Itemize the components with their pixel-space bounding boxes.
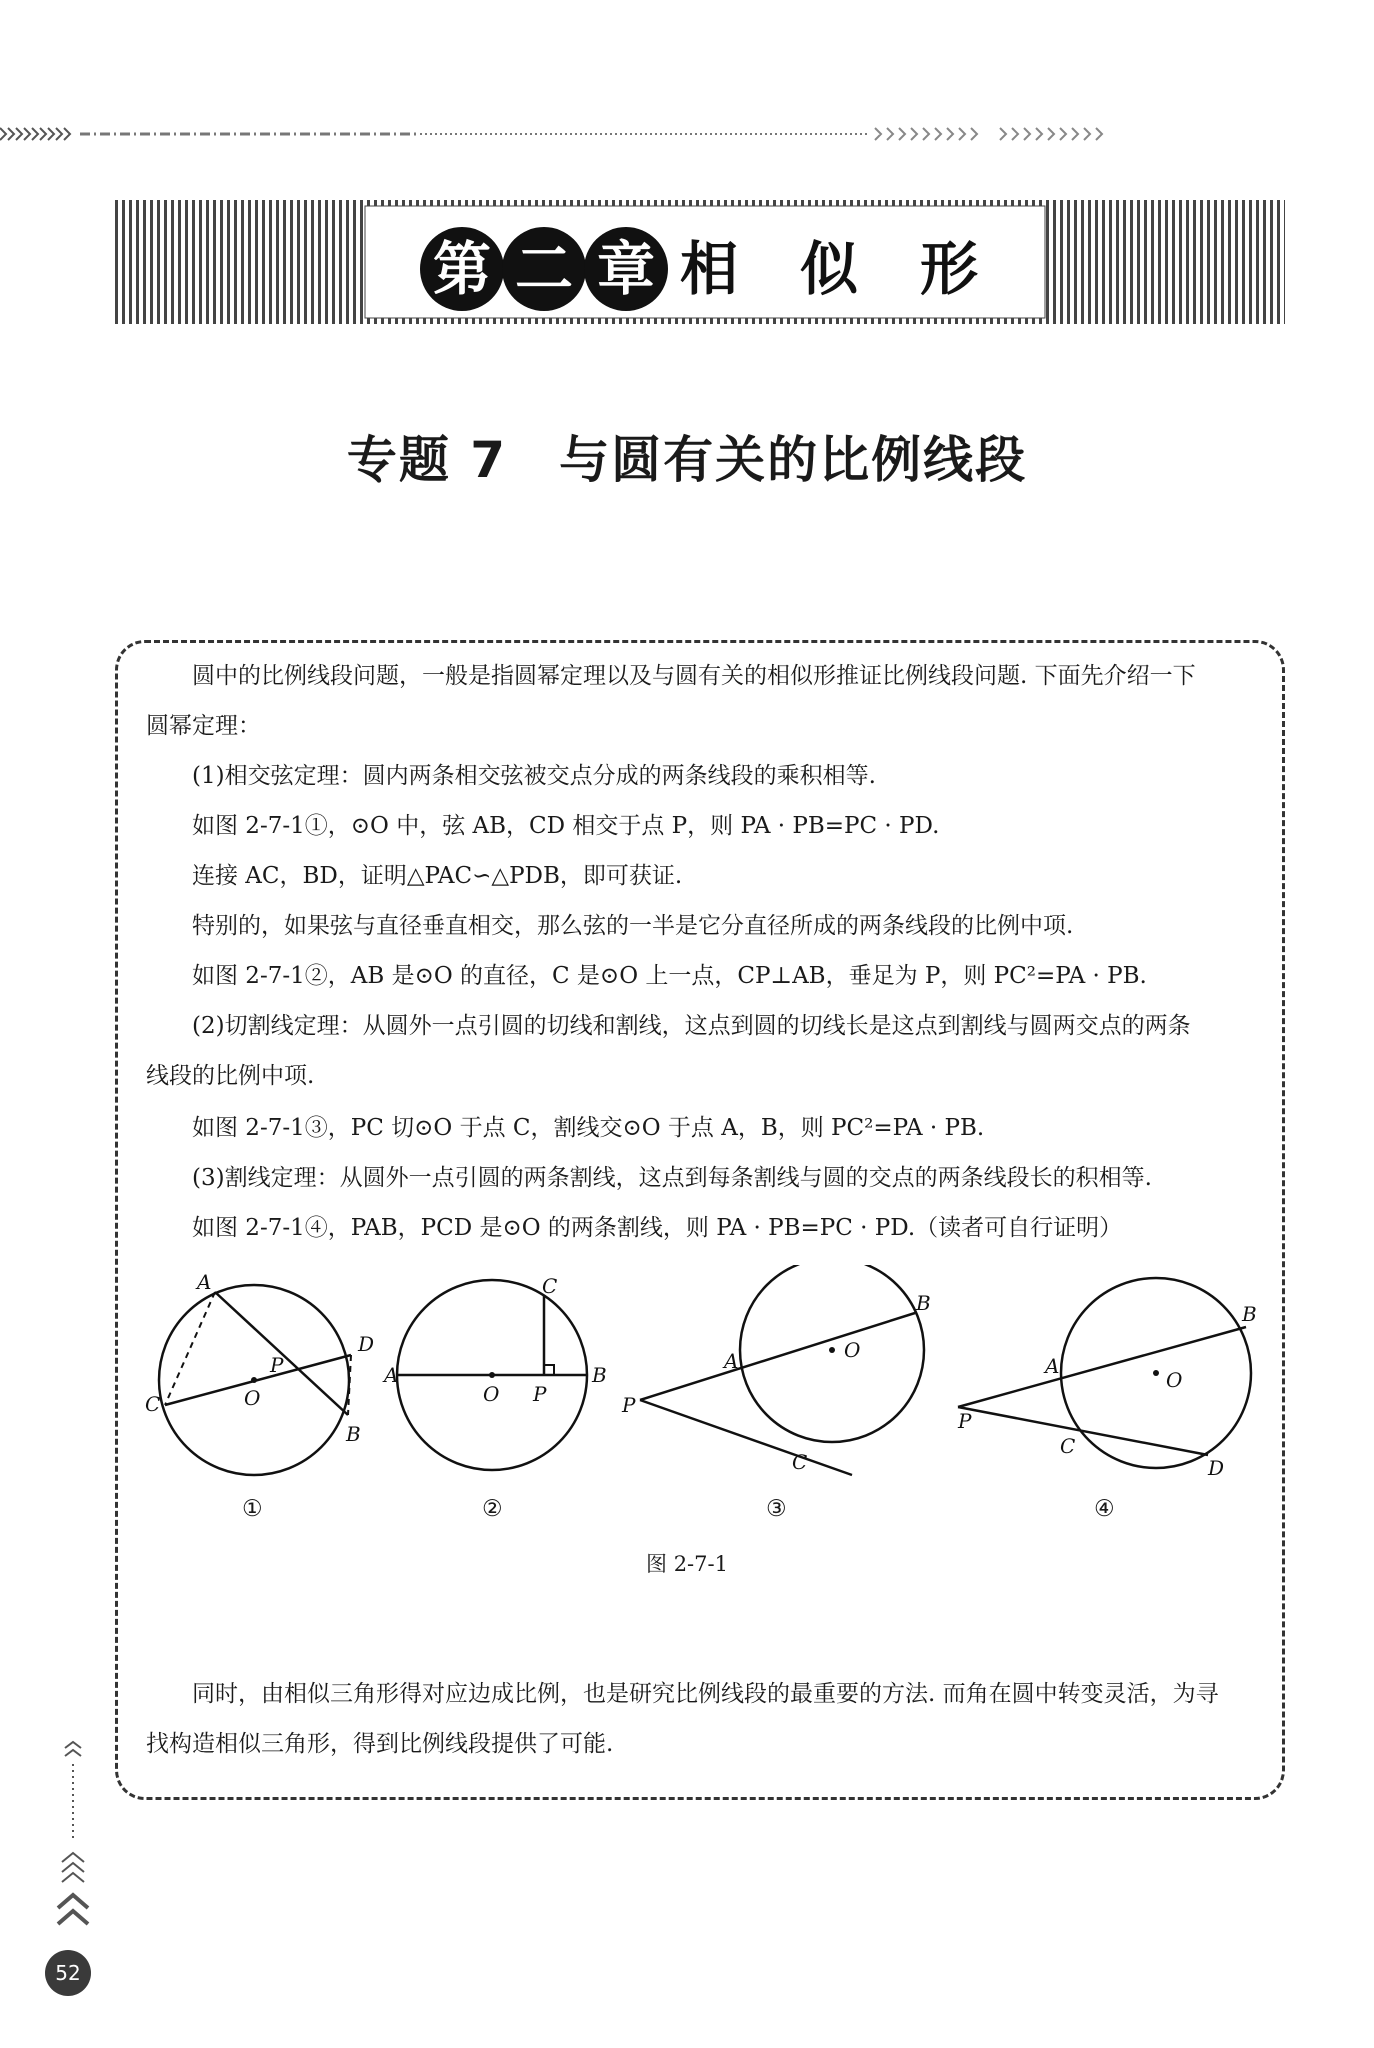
- figure-number: ④: [1094, 1496, 1115, 1522]
- label-D: D: [1208, 1456, 1225, 1480]
- paragraph: (1)相交弦定理：圆内两条相交弦被交点分成的两条线段的乘积相等.: [192, 763, 876, 789]
- paragraph: 连接 AC，BD，证明△PAC∽△PDB，即可获证.: [192, 863, 683, 889]
- figure-caption: 图 2-7-1: [646, 1552, 728, 1576]
- label-P: P: [622, 1393, 636, 1417]
- label-B: B: [916, 1291, 931, 1315]
- label-C: C: [145, 1392, 161, 1416]
- chapter-title-char: 形: [920, 235, 979, 303]
- figure-1-intersecting-chords: [145, 1270, 374, 1475]
- figure-2-perpendicular-chord: [382, 1274, 607, 1470]
- label-A: A: [197, 1270, 212, 1294]
- header-decorative-rule: [0, 118, 1374, 148]
- figure-3-tangent-secant: [621, 1265, 931, 1475]
- chapter-title-char: 相: [680, 235, 739, 303]
- label-P: P: [958, 1409, 972, 1433]
- label-A: A: [384, 1363, 399, 1387]
- label-A: A: [724, 1349, 739, 1373]
- chapter-ordinal-char: 二: [502, 227, 586, 311]
- label-A: A: [1045, 1354, 1060, 1378]
- label-D: D: [358, 1332, 375, 1356]
- label-B: B: [1242, 1302, 1257, 1326]
- figure-number: ①: [242, 1496, 263, 1522]
- page-number-badge: 52: [45, 1950, 91, 1996]
- paragraph: (2)切割线定理：从圆外一点引圆的切线和割线，这点到圆的切线长是这点到割线与圆两交点的两条: [192, 1013, 1191, 1039]
- chapter-ordinal-char: 第: [420, 227, 504, 311]
- figure-4-two-secants: [957, 1278, 1257, 1480]
- label-C: C: [792, 1450, 808, 1474]
- label-B: B: [346, 1422, 361, 1446]
- section-title: 专题 7 与圆有关的比例线段: [346, 431, 1028, 489]
- paragraph: 找构造相似三角形，得到比例线段提供了可能.: [146, 1731, 614, 1757]
- paragraph: 圆幂定理：: [146, 713, 261, 739]
- paragraph: 如图 2-7-1④，PAB，PCD 是⊙O 的两条割线，则 PA · PB=PC · PD.（读者可自行证明）: [192, 1215, 1123, 1241]
- figure-number: ②: [482, 1496, 503, 1522]
- paragraph: 同时，由相似三角形得对应边成比例，也是研究比例线段的最重要的方法. 而角在圆中转变灵活，为寻: [192, 1681, 1219, 1707]
- label-P: P: [270, 1353, 284, 1377]
- label-O: O: [1166, 1368, 1183, 1392]
- label-C: C: [542, 1274, 558, 1298]
- paragraph: 特别的，如果弦与直径垂直相交，那么弦的一半是它分直径所成的两条线段的比例中项.: [192, 913, 1074, 939]
- paragraph: 如图 2-7-1②，AB 是⊙O 的直径，C 是⊙O 上一点，CP⊥AB，垂足为 P，则 PC²=PA · PB.: [192, 963, 1147, 989]
- label-P: P: [533, 1382, 547, 1406]
- label-B: B: [592, 1363, 607, 1387]
- paragraph: 线段的比例中项.: [146, 1063, 315, 1089]
- chapter-title-char: 似: [800, 235, 859, 303]
- paragraph: 如图 2-7-1①，⊙O 中，弦 AB，CD 相交于点 P，则 PA · PB=PC · PD.: [192, 813, 940, 839]
- figure-number: ③: [766, 1496, 787, 1522]
- paragraph: 如图 2-7-1③，PC 切⊙O 于点 C，割线交⊙O 于点 A，B，则 PC²=PA · PB.: [192, 1115, 985, 1141]
- figure-2-7-1: [140, 1265, 1280, 1505]
- label-O: O: [244, 1386, 261, 1410]
- paragraph: (3)割线定理：从圆外一点引圆的两条割线，这点到每条割线与圆的交点的两条线段长的积相等.: [192, 1165, 1152, 1191]
- label-O: O: [844, 1338, 861, 1362]
- label-C: C: [1060, 1434, 1076, 1458]
- chapter-ordinal-char: 章: [584, 227, 668, 311]
- label-O: O: [483, 1382, 500, 1406]
- paragraph: 圆中的比例线段问题，一般是指圆幂定理以及与圆有关的相似形推证比例线段问题. 下面先介绍一下: [192, 663, 1196, 689]
- side-chevron-decoration: [50, 1730, 110, 1960]
